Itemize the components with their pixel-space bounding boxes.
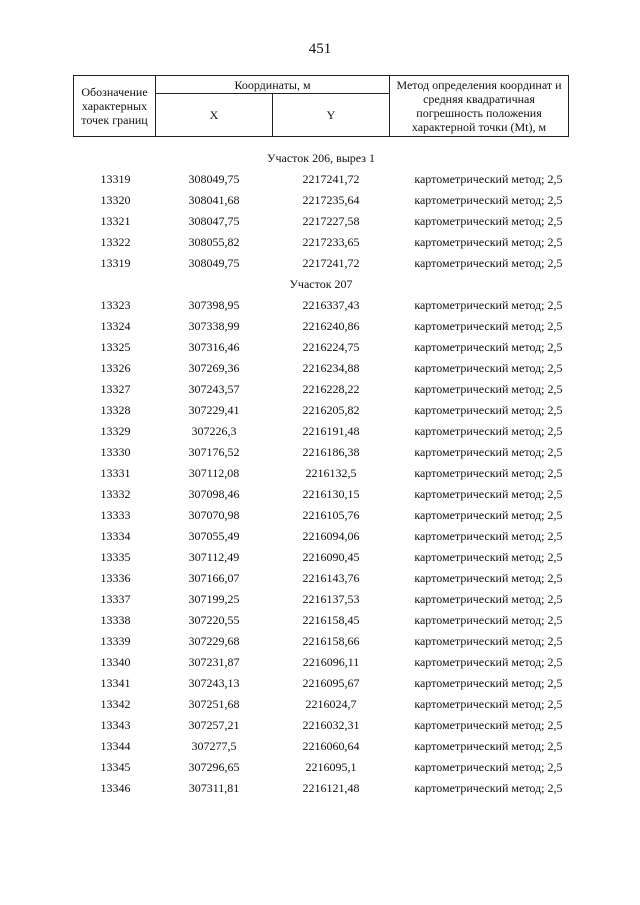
cell-method: картометрический метод; 2,5 (414, 465, 563, 480)
table-row (74, 672, 569, 693)
cell-point: 13337 (100, 591, 131, 606)
cell-method: картометрический метод; 2,5 (414, 738, 563, 753)
cell-x: 308041,68 (188, 192, 240, 207)
table-row (74, 378, 569, 399)
cell-x: 307112,08 (188, 465, 240, 480)
table-row (74, 588, 569, 609)
cell-point: 13345 (100, 759, 131, 774)
cell-point: 13346 (100, 780, 131, 795)
cell-x: 307070,98 (188, 507, 240, 522)
table-row (74, 231, 569, 252)
header-method-label: Метод определения координат и средняя квадратичная погрешность положения характерной точки (Mt), м (390, 76, 569, 137)
cell-point: 13327 (100, 381, 131, 396)
header-coords-label: Координаты, м (156, 76, 390, 94)
cell-method: картометрический метод; 2,5 (414, 318, 563, 333)
cell-y: 2216186,38 (302, 444, 360, 459)
cell-x: 307166,07 (188, 570, 240, 585)
cell-y: 2216337,43 (302, 297, 360, 312)
cell-method: картометрический метод; 2,5 (414, 528, 563, 543)
table-row (74, 399, 569, 420)
cell-method: картометрический метод; 2,5 (414, 507, 563, 522)
cell-x: 307311,81 (188, 780, 240, 795)
cell-point: 13324 (100, 318, 131, 333)
cell-x: 308049,75 (188, 255, 240, 270)
table-row (74, 462, 569, 483)
cell-method: картометрический метод; 2,5 (414, 255, 563, 270)
cell-method: картометрический метод; 2,5 (414, 297, 563, 312)
cell-method: картометрический метод; 2,5 (414, 633, 563, 648)
table-row (74, 651, 569, 672)
cell-point: 13341 (100, 675, 131, 690)
cell-point: 13329 (100, 423, 131, 438)
table-row (74, 420, 569, 441)
header-x-label: X (156, 94, 273, 137)
table-row (74, 609, 569, 630)
table-row (74, 630, 569, 651)
cell-method: картометрический метод; 2,5 (414, 213, 563, 228)
cell-y: 2216130,15 (302, 486, 360, 501)
cell-method: картометрический метод; 2,5 (414, 654, 563, 669)
cell-x: 307112,49 (188, 549, 240, 564)
table-row (74, 252, 569, 273)
cell-y: 2216158,45 (302, 612, 360, 627)
cell-x: 307220,55 (188, 612, 240, 627)
cell-y: 2217233,65 (302, 234, 360, 249)
section-title: Участок 206, вырез 1 (266, 150, 376, 165)
cell-y: 2216095,1 (305, 759, 357, 774)
cell-method: картометрический метод; 2,5 (414, 192, 563, 207)
cell-y: 2216105,76 (302, 507, 360, 522)
cell-method: картометрический метод; 2,5 (414, 339, 563, 354)
cell-x: 307229,68 (188, 633, 240, 648)
section-title: Участок 207 (289, 276, 353, 291)
cell-y: 2216158,66 (302, 633, 360, 648)
cell-method: картометрический метод; 2,5 (414, 402, 563, 417)
table-row (74, 357, 569, 378)
cell-point: 13339 (100, 633, 131, 648)
cell-x: 307251,68 (188, 696, 240, 711)
cell-method: картометрический метод; 2,5 (414, 612, 563, 627)
cell-y: 2217235,64 (302, 192, 360, 207)
cell-point: 13319 (100, 171, 131, 186)
cell-y: 2216060,64 (302, 738, 360, 753)
cell-y: 2216191,48 (302, 423, 360, 438)
cell-method: картометрический метод; 2,5 (414, 675, 563, 690)
cell-point: 13332 (100, 486, 131, 501)
cell-point: 13335 (100, 549, 131, 564)
cell-y: 2216024,7 (305, 696, 357, 711)
cell-x: 308047,75 (188, 213, 240, 228)
cell-point: 13340 (100, 654, 131, 669)
cell-point: 13323 (100, 297, 131, 312)
cell-y: 2216032,31 (302, 717, 360, 732)
cell-x: 307055,49 (188, 528, 240, 543)
table-row (74, 693, 569, 714)
cell-method: картометрический метод; 2,5 (414, 696, 563, 711)
cell-x: 307098,46 (188, 486, 240, 501)
table-spacer (74, 137, 569, 148)
cell-point: 13338 (100, 612, 131, 627)
cell-point: 13326 (100, 360, 131, 375)
cell-x: 307398,95 (188, 297, 240, 312)
cell-method: картометрический метод; 2,5 (414, 234, 563, 249)
table-row (74, 336, 569, 357)
cell-y: 2216143,76 (302, 570, 360, 585)
cell-y: 2216137,53 (302, 591, 360, 606)
cell-method: картометрический метод; 2,5 (414, 717, 563, 732)
cell-point: 13330 (100, 444, 131, 459)
table-row (74, 294, 569, 315)
cell-x: 307296,65 (188, 759, 240, 774)
cell-method: картометрический метод; 2,5 (414, 591, 563, 606)
table-row (74, 756, 569, 777)
table-row (74, 168, 569, 189)
section-title-row (74, 147, 569, 168)
cell-method: картометрический метод; 2,5 (414, 570, 563, 585)
cell-x: 307338,99 (188, 318, 240, 333)
cell-x: 307231,87 (188, 654, 240, 669)
cell-x: 308049,75 (188, 171, 240, 186)
cell-point: 13320 (100, 192, 131, 207)
table-row (74, 315, 569, 336)
cell-x: 307277,5 (191, 738, 237, 753)
table-row (74, 735, 569, 756)
cell-x: 307257,21 (188, 717, 240, 732)
cell-point: 13334 (100, 528, 131, 543)
cell-x: 307176,52 (188, 444, 240, 459)
cell-point: 13336 (100, 570, 131, 585)
cell-method: картометрический метод; 2,5 (414, 171, 563, 186)
table-body (74, 137, 569, 799)
table-row (74, 483, 569, 504)
cell-method: картометрический метод; 2,5 (414, 486, 563, 501)
cell-point: 13342 (100, 696, 131, 711)
cell-y: 2216240,86 (302, 318, 360, 333)
table-header (74, 76, 569, 137)
cell-y: 2216090,45 (302, 549, 360, 564)
cell-x: 307226,3 (191, 423, 237, 438)
cell-x: 307243,13 (188, 675, 240, 690)
cell-y: 2216096,11 (302, 654, 360, 669)
cell-y: 2216132,5 (305, 465, 357, 480)
cell-method: картометрический метод; 2,5 (414, 759, 563, 774)
cell-method: картометрический метод; 2,5 (414, 780, 563, 795)
cell-y: 2216228,22 (302, 381, 360, 396)
cell-point: 13344 (100, 738, 131, 753)
cell-y: 2216095,67 (302, 675, 360, 690)
page-number: 451 (308, 41, 332, 57)
header-point-label: Обозначение характерных точек границ (74, 76, 156, 137)
cell-y: 2216224,75 (302, 339, 360, 354)
cell-x: 307316,46 (188, 339, 240, 354)
cell-method: картометрический метод; 2,5 (414, 381, 563, 396)
cell-method: картометрический метод; 2,5 (414, 360, 563, 375)
cell-y: 2216205,82 (302, 402, 360, 417)
cell-point: 13328 (100, 402, 131, 417)
cell-y: 2216121,48 (302, 780, 360, 795)
cell-x: 307229,41 (188, 402, 240, 417)
cell-x: 307199,25 (188, 591, 240, 606)
cell-y: 2216234,88 (302, 360, 360, 375)
table-row (74, 525, 569, 546)
cell-x: 307269,36 (188, 360, 240, 375)
cell-x: 307243,57 (188, 381, 240, 396)
cell-point: 13331 (100, 465, 131, 480)
table-row (74, 189, 569, 210)
table-row (74, 441, 569, 462)
cell-method: картометрический метод; 2,5 (414, 549, 563, 564)
cell-point: 13319 (100, 255, 131, 270)
cell-point: 13343 (100, 717, 131, 732)
table-row (74, 714, 569, 735)
cell-y: 2217241,72 (302, 255, 360, 270)
header-y-label: Y (273, 94, 390, 137)
cell-point: 13321 (100, 213, 131, 228)
cell-x: 308055,82 (188, 234, 240, 249)
cell-y: 2216094,06 (302, 528, 360, 543)
cell-point: 13325 (100, 339, 131, 354)
table-row (74, 504, 569, 525)
cell-y: 2217227,58 (302, 213, 360, 228)
table-row (74, 567, 569, 588)
coordinates-table (73, 75, 569, 798)
cell-method: картометрический метод; 2,5 (414, 444, 563, 459)
section-title-row (74, 273, 569, 294)
cell-method: картометрический метод; 2,5 (414, 423, 563, 438)
table-row (74, 546, 569, 567)
table-row (74, 210, 569, 231)
cell-point: 13322 (100, 234, 131, 249)
table-spacer-cell (74, 137, 569, 148)
cell-point: 13333 (100, 507, 131, 522)
table-row (74, 777, 569, 798)
cell-y: 2217241,72 (302, 171, 360, 186)
